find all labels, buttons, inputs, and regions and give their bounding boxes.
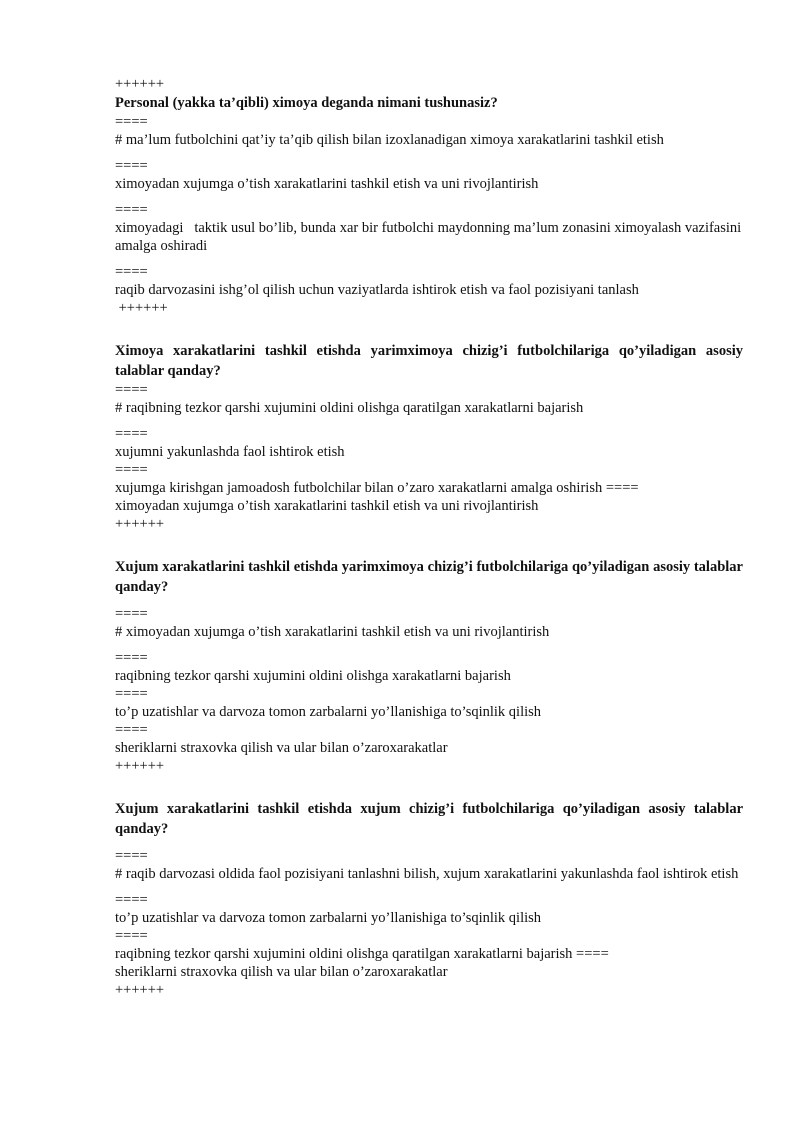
start-marker: ++++++ [115,76,165,92]
separator: ==== [115,606,148,622]
question-text: Xujum xarakatlarini tashkil etishda xujum chizig’i futbolchilariga qo’yiladigan asosiy talablar qanday? [115,801,743,837]
separator: ==== [115,202,148,218]
question-block [115,75,743,317]
separator: ==== [115,114,148,130]
separator: ==== [115,382,148,398]
separator: ==== [115,892,148,908]
answer-option: to’p uzatishlar va darvoza tomon zarbalarni yo’llanishiga to’sqinlik qilish [115,910,542,926]
answer-option: sheriklarni straxovka qilish va ular bilan o’zaroxarakatlar [115,964,448,980]
document-page [115,75,743,999]
end-marker: ++++++ [115,516,165,532]
question-block [115,557,743,775]
correct-answer: # raqib darvozasi oldida faol pozisiyani tanlashni bilish, xujum xarakatlarini yakunlashda faol ishtirok etish [115,866,739,882]
answer-option: ximoyadan xujumga o’tish xarakatlarini tashkil etish va uni rivojlantirish [115,498,539,514]
end-marker: ++++++ [115,982,165,998]
end-marker: ++++++ [115,300,168,316]
question-block [115,341,743,533]
separator: ==== [115,264,148,280]
correct-answer: # raqibning tezkor qarshi xujumini oldini olishga qaratilgan xarakatlarni bajarish [115,400,584,416]
separator: ==== [115,462,148,478]
separator: ==== [115,928,148,944]
separator: ==== [115,722,148,738]
answer-option: ximoyadan xujumga o’tish xarakatlarini tashkil etish va uni rivojlantirish [115,176,539,192]
question-text: Personal (yakka ta’qibli) ximoya deganda nimani tushunasiz? [115,95,498,111]
question-block [115,799,743,999]
answer-option: to’p uzatishlar va darvoza tomon zarbalarni yo’llanishiga to’sqinlik qilish [115,704,542,720]
answer-option: raqibning tezkor qarshi xujumini oldini olishga xarakatlarni bajarish [115,668,511,684]
separator: ==== [115,650,148,666]
question-text: Xujum xarakatlarini tashkil etishda yarimximoya chizig’i futbolchilariga qo’yiladigan asosiy talablar qanday? [115,559,743,595]
correct-answer: # ma’lum futbolchini qat’iy ta’qib qilish bilan izoxlanadigan ximoya xarakatlarini tashkil etish [115,132,664,148]
separator: ==== [115,158,148,174]
answer-option: raqibning tezkor qarshi xujumini oldini olishga qaratilgan xarakatlarni bajarish ==== [115,946,609,962]
answer-option: raqib darvozasini ishg’ol qilish uchun vaziyatlarda ishtirok etish va faol pozisiyani tanlash [115,282,639,298]
answer-option: xujumga kirishgan jamoadosh futbolchilar bilan o’zaro xarakatlarni amalga oshirish ==== [115,480,639,496]
answer-option: xujumni yakunlashda faol ishtirok etish [115,444,345,460]
separator: ==== [115,686,148,702]
answer-option: sheriklarni straxovka qilish va ular bilan o’zaroxarakatlar [115,740,448,756]
correct-answer: # ximoyadan xujumga o’tish xarakatlarini tashkil etish va uni rivojlantirish [115,624,550,640]
answer-option: ximoyadagi taktik usul bo’lib, bunda xar bir futbolchi maydonning ma’lum zonasini ximoyalash vazifasini amalga oshiradi [115,220,745,254]
end-marker: ++++++ [115,758,165,774]
question-text: Ximoya xarakatlarini tashkil etishda yarimximoya chizig’i futbolchilariga qo’yiladigan asosiy talablar qanday? [115,343,743,379]
separator: ==== [115,426,148,442]
separator: ==== [115,848,148,864]
